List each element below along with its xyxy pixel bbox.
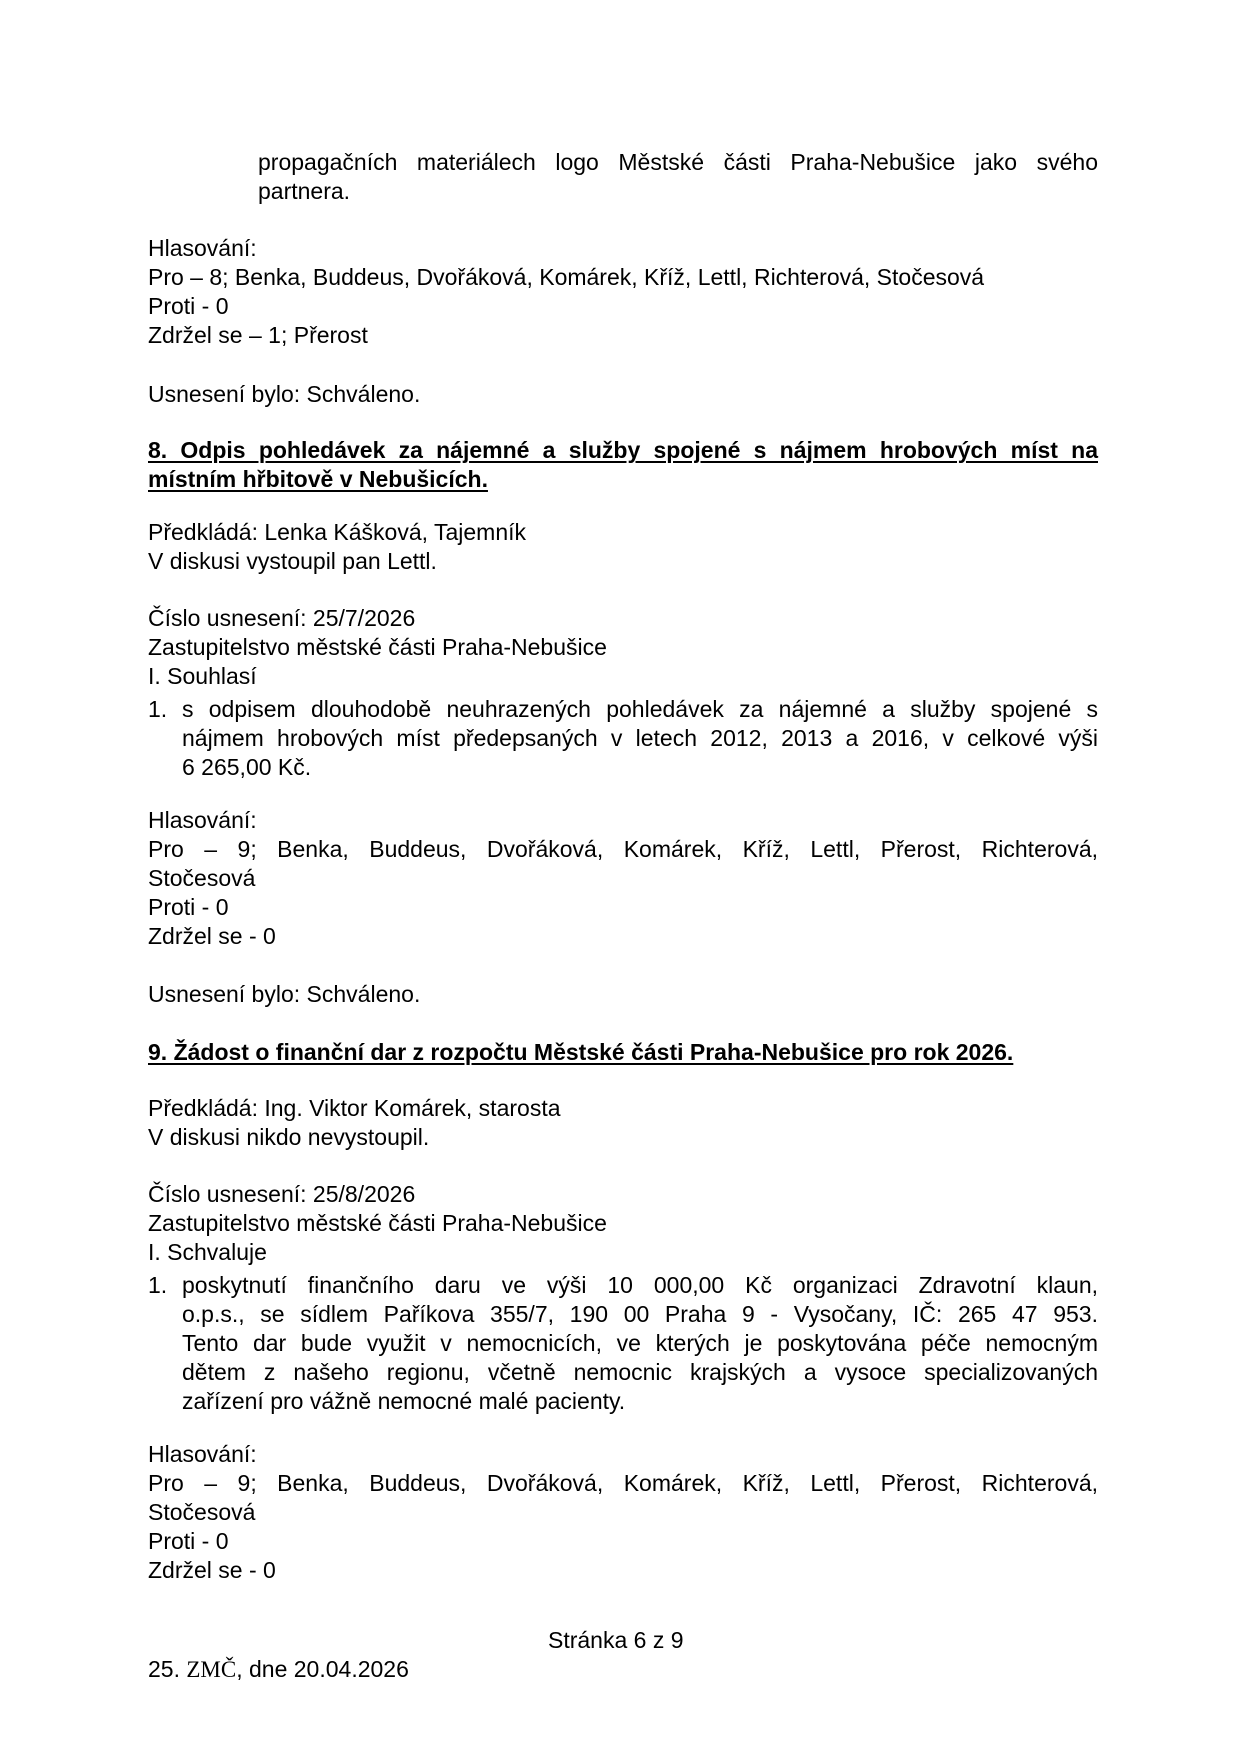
vote-proti: Proti - 0 xyxy=(148,894,229,920)
point-number: 1. xyxy=(148,696,168,722)
resolution-point xyxy=(148,695,1098,782)
point-line: dětem z našeho regionu, včetně nemocnic krajských a vysoce specializovaných xyxy=(182,1359,1098,1385)
resolution-number: Číslo usnesení: 25/7/2026 xyxy=(148,605,416,631)
discussion: V diskusi vystoupil pan Lettl. xyxy=(148,548,437,574)
heading-line: 8. Odpis pohledávek za nájemné a služby spojené s nájmem hrobových míst na xyxy=(148,437,1098,463)
point-line: o.p.s., se sídlem Paříkova 355/7, 190 00 Praha 9 - Vysočany, IČ: 265 47 953. xyxy=(182,1301,1098,1327)
decision-heading: I. Souhlasí xyxy=(148,663,257,689)
point-line: zařízení pro vážně nemocné malé pacienty. xyxy=(182,1388,626,1414)
council-name: Zastupitelstvo městské části Praha-Nebušice xyxy=(148,1210,607,1236)
footer-date: , dne 20.04.2026 xyxy=(236,1656,409,1682)
meeting-footer xyxy=(148,1655,409,1684)
vote-label: Hlasování: xyxy=(148,235,257,261)
point-line: Tento dar bude využit v nemocnicích, ve kterých je poskytována péče nemocným xyxy=(182,1330,1098,1356)
vote-section-2 xyxy=(148,806,1098,951)
council-name: Zastupitelstvo městské části Praha-Nebušice xyxy=(148,634,607,660)
agenda-item-9-presenter xyxy=(148,1094,1098,1152)
vote-pro: Stočesová xyxy=(148,1499,256,1525)
vote-zdrzel: Zdržel se - 0 xyxy=(148,1557,276,1583)
agenda-item-9-heading xyxy=(148,1038,1098,1067)
point-line: 6 265,00 Kč. xyxy=(182,754,312,780)
heading-line: místním hřbitově v Nebušicích. xyxy=(148,466,488,492)
result-text: Usnesení bylo: Schváleno. xyxy=(148,381,421,407)
resolution-8 xyxy=(148,1180,1098,1416)
resolution-result-2 xyxy=(148,980,1098,1009)
vote-label: Hlasování: xyxy=(148,1441,257,1467)
resolution-number: Číslo usnesení: 25/8/2026 xyxy=(148,1181,416,1207)
point-number: 1. xyxy=(148,1272,168,1298)
agenda-item-8-presenter xyxy=(148,518,1098,576)
decision-heading: I. Schvaluje xyxy=(148,1239,267,1265)
vote-section-3 xyxy=(148,1440,1098,1585)
page-number: Stránka 6 z 9 xyxy=(548,1627,684,1653)
vote-pro: Pro – 9; Benka, Buddeus, Dvořáková, Komárek, Kříž, Lettl, Přerost, Richterová, xyxy=(148,1470,1098,1496)
vote-label: Hlasování: xyxy=(148,807,257,833)
presenter: Předkládá: Ing. Viktor Komárek, starosta xyxy=(148,1095,561,1121)
continuation-line: propagačních materiálech logo Městské části Praha-Nebušice jako svého xyxy=(258,149,1098,175)
vote-pro: Pro – 8; Benka, Buddeus, Dvořáková, Komárek, Kříž, Lettl, Richterová, Stočesová xyxy=(148,264,985,290)
resolution-point xyxy=(148,1271,1098,1416)
heading-line: 9. Žádost o finanční dar z rozpočtu Městské části Praha-Nebušice pro rok 2026. xyxy=(148,1039,1014,1065)
point-line: poskytnutí finančního daru ve výši 10 000,00 Kč organizaci Zdravotní klaun, xyxy=(182,1272,1098,1298)
result-text: Usnesení bylo: Schváleno. xyxy=(148,981,421,1007)
vote-proti: Proti - 0 xyxy=(148,1528,229,1554)
footer-zmc: ZMČ xyxy=(186,1657,237,1682)
vote-zdrzel: Zdržel se – 1; Přerost xyxy=(148,322,368,348)
point-line: s odpisem dlouhodobě neuhrazených pohledávek za nájemné a služby spojené s xyxy=(182,696,1098,722)
resolution-7 xyxy=(148,604,1098,782)
footer-prefix: 25. xyxy=(148,1656,187,1682)
continuation-text xyxy=(258,148,1098,206)
vote-zdrzel: Zdržel se - 0 xyxy=(148,923,276,949)
vote-proti: Proti - 0 xyxy=(148,293,229,319)
vote-pro: Pro – 9; Benka, Buddeus, Dvořáková, Komárek, Kříž, Lettl, Přerost, Richterová, xyxy=(148,836,1098,862)
discussion: V diskusi nikdo nevystoupil. xyxy=(148,1124,430,1150)
point-line: nájmem hrobových míst předepsaných v letech 2012, 2013 a 2016, v celkové výši xyxy=(182,725,1098,751)
vote-section-1 xyxy=(148,234,1098,350)
agenda-item-8-heading xyxy=(148,436,1098,494)
vote-pro: Stočesová xyxy=(148,865,256,891)
presenter: Předkládá: Lenka Kášková, Tajemník xyxy=(148,519,527,545)
resolution-result-1 xyxy=(148,380,1098,409)
continuation-line: partnera. xyxy=(258,178,351,204)
